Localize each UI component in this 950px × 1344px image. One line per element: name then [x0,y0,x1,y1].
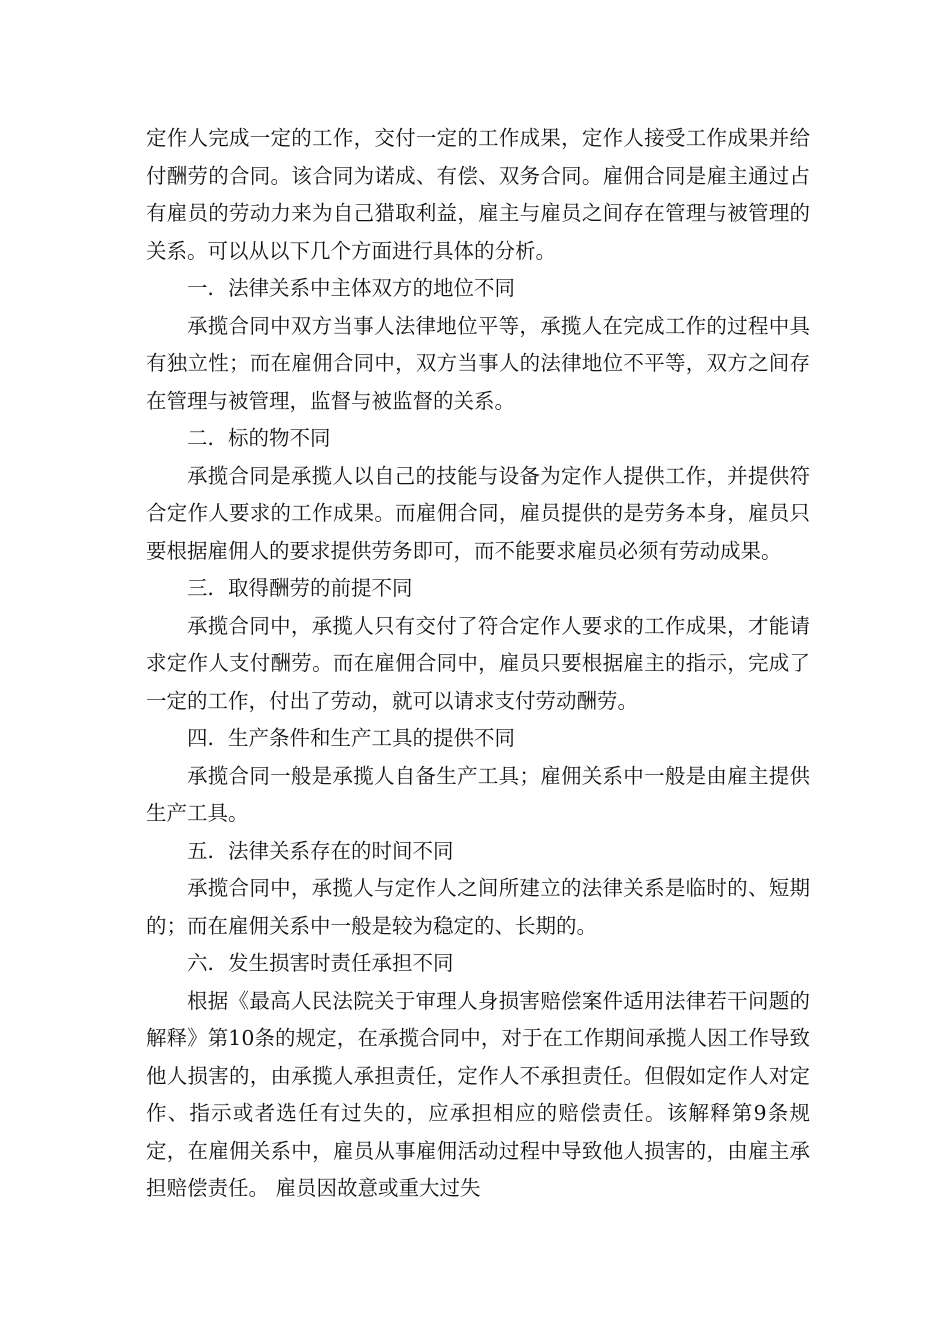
paragraph-intro: 定作人完成一定的工作，交付一定的工作成果，定作人接受工作成果并给付酬劳的合同。该合同为诺成、有偿、双务合同。雇佣合同是雇主通过占有雇员的劳动力来为自己猎取利益，雇主与雇员之间存在管理与被管理的关系。可以从以下几个方面进行具体的分析。 [146,126,810,263]
document-body [146,120,810,1208]
section-body-1: 承揽合同中双方当事人法律地位平等，承揽人在完成工作的过程中具有独立性；而在雇佣合同中，双方当事人的法律地位不平等，双方之间存在管理与被管理，监督与被监督的关系。 [146,313,810,413]
section-body-3: 承揽合同中，承揽人只有交付了符合定作人要求的工作成果，才能请求定作人支付酬劳。而在雇佣合同中，雇员只要根据雇主的指示，完成了一定的工作，付出了劳动，就可以请求支付劳动酬劳。 [146,613,810,713]
section-body-6: 根据《最高人民法院关于审理人身损害赔偿案件适用法律若干问题的解释》第10条的规定，在承揽合同中，对于在工作期间承揽人因工作导致他人损害的，由承揽人承担责任，定作人不承担责任。但假如定作人对定作、指示或者选任有过失的，应承担相应的赔偿责任。该解释第9条规定，在雇佣关系中，雇员从事雇佣活动过程中导致他人损害的，由雇主承担赔偿责任。 雇员因故意或重大过失 [146,988,810,1200]
section-heading-2: 二．标的物不同 [187,426,331,450]
section-heading-4: 四．生产条件和生产工具的提供不同 [187,726,515,750]
section-heading-3: 三．取得酬劳的前提不同 [187,576,413,600]
section-body-2: 承揽合同是承揽人以自己的技能与设备为定作人提供工作，并提供符合定作人要求的工作成果。而雇佣合同，雇员提供的是劳务本身，雇员只要根据雇佣人的要求提供劳务即可，而不能要求雇员必须有劳动成果。 [146,463,810,563]
section-body-5: 承揽合同中，承揽人与定作人之间所建立的法律关系是临时的、短期的；而在雇佣关系中一般是较为稳定的、长期的。 [146,876,810,938]
section-heading-5: 五．法律关系存在的时间不同 [187,838,454,863]
section-heading-6: 六．发生损害时责任承担不同 [187,951,454,975]
section-heading-1: 一．法律关系中主体双方的地位不同 [187,276,515,300]
section-body-4: 承揽合同一般是承揽人自备生产工具；雇佣关系中一般是由雇主提供生产工具。 [146,763,810,825]
